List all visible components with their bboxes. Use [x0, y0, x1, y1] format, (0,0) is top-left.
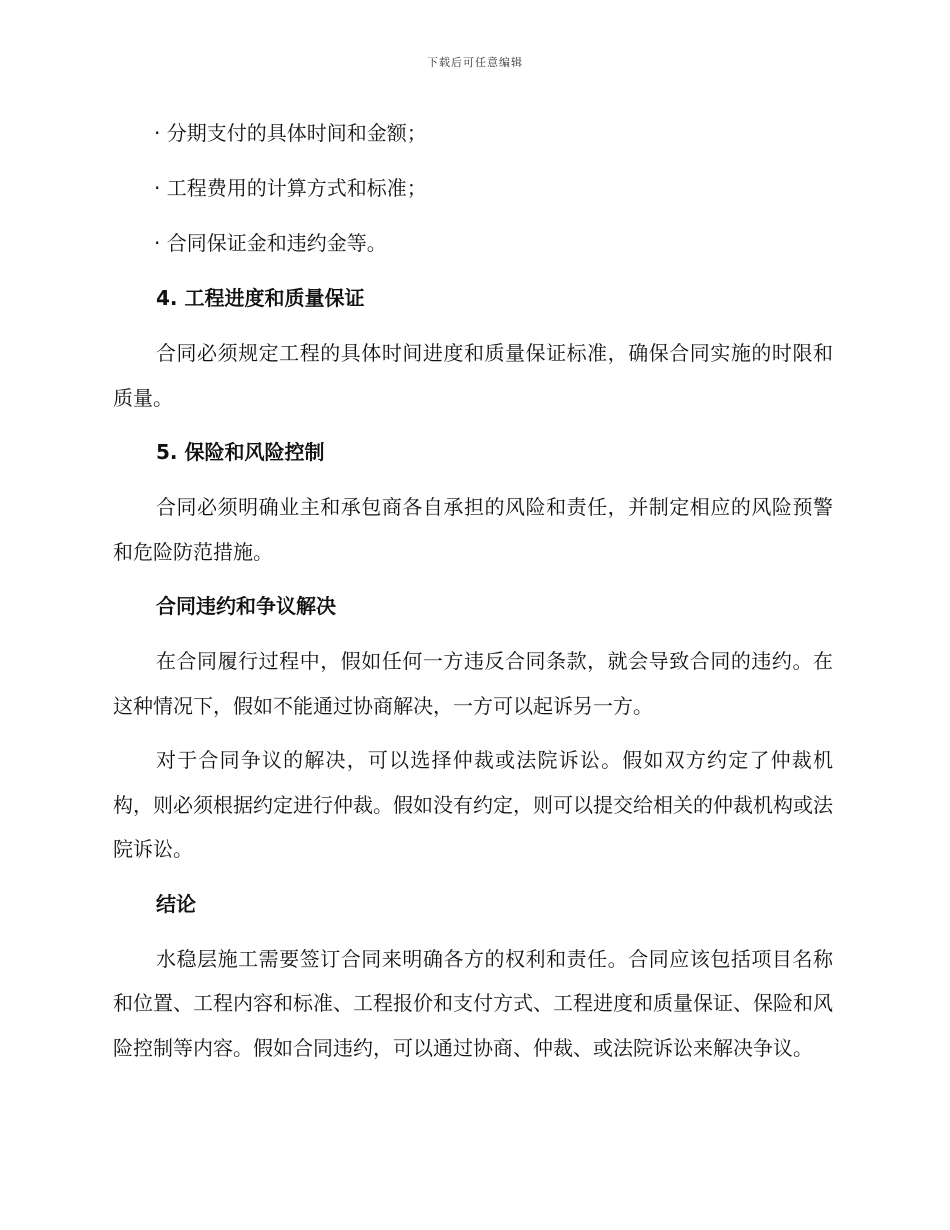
page-header-note: 下载后可任意编辑 [427, 56, 523, 69]
paragraph-dispute-resolution: 对于合同争议的解决，可以选择仲裁或法院诉讼。假如双方约定了仲裁机构，则必须根据约定进行仲裁。假如没有约定，则可以提交给相关的仲裁机构或法院诉讼。 [113, 748, 833, 861]
bullet-item: · 合同保证金和违约金等。 [154, 231, 387, 255]
document-body [113, 111, 833, 1080]
paragraph-breach: 在合同履行过程中，假如任何一方违反合同条款，就会导致合同的违约。在这种情况下，假如不能通过协商解决，一方可以起诉另一方。 [113, 649, 833, 718]
bullet-item: · 分期支付的具体时间和金额； [154, 121, 427, 145]
section-heading-schedule-quality: 4. 工程进度和质量保证 [156, 286, 365, 310]
paragraph-schedule-quality: 合同必须规定工程的具体时间进度和质量保证标准，确保合同实施的时限和质量。 [113, 341, 833, 410]
section-heading-breach-dispute: 合同违约和争议解决 [156, 594, 336, 618]
section-heading-conclusion: 结论 [156, 891, 196, 916]
paragraph-conclusion: 水稳层施工需要签订合同来明确各方的权利和责任。合同应该包括项目名称和位置、工程内容和标准、工程报价和支付方式、工程进度和质量保证、保险和风险控制等内容。假如合同违约，可以通过协商、仲裁、或法院诉讼来解决争议。 [113, 946, 833, 1060]
paragraph-insurance-risk: 合同必须明确业主和承包商各自承担的风险和责任，并制定相应的风险预警和危险防范措施。 [113, 495, 833, 564]
bullet-item: · 工程费用的计算方式和标准； [154, 176, 427, 200]
section-heading-insurance-risk: 5. 保险和风险控制 [156, 440, 325, 464]
